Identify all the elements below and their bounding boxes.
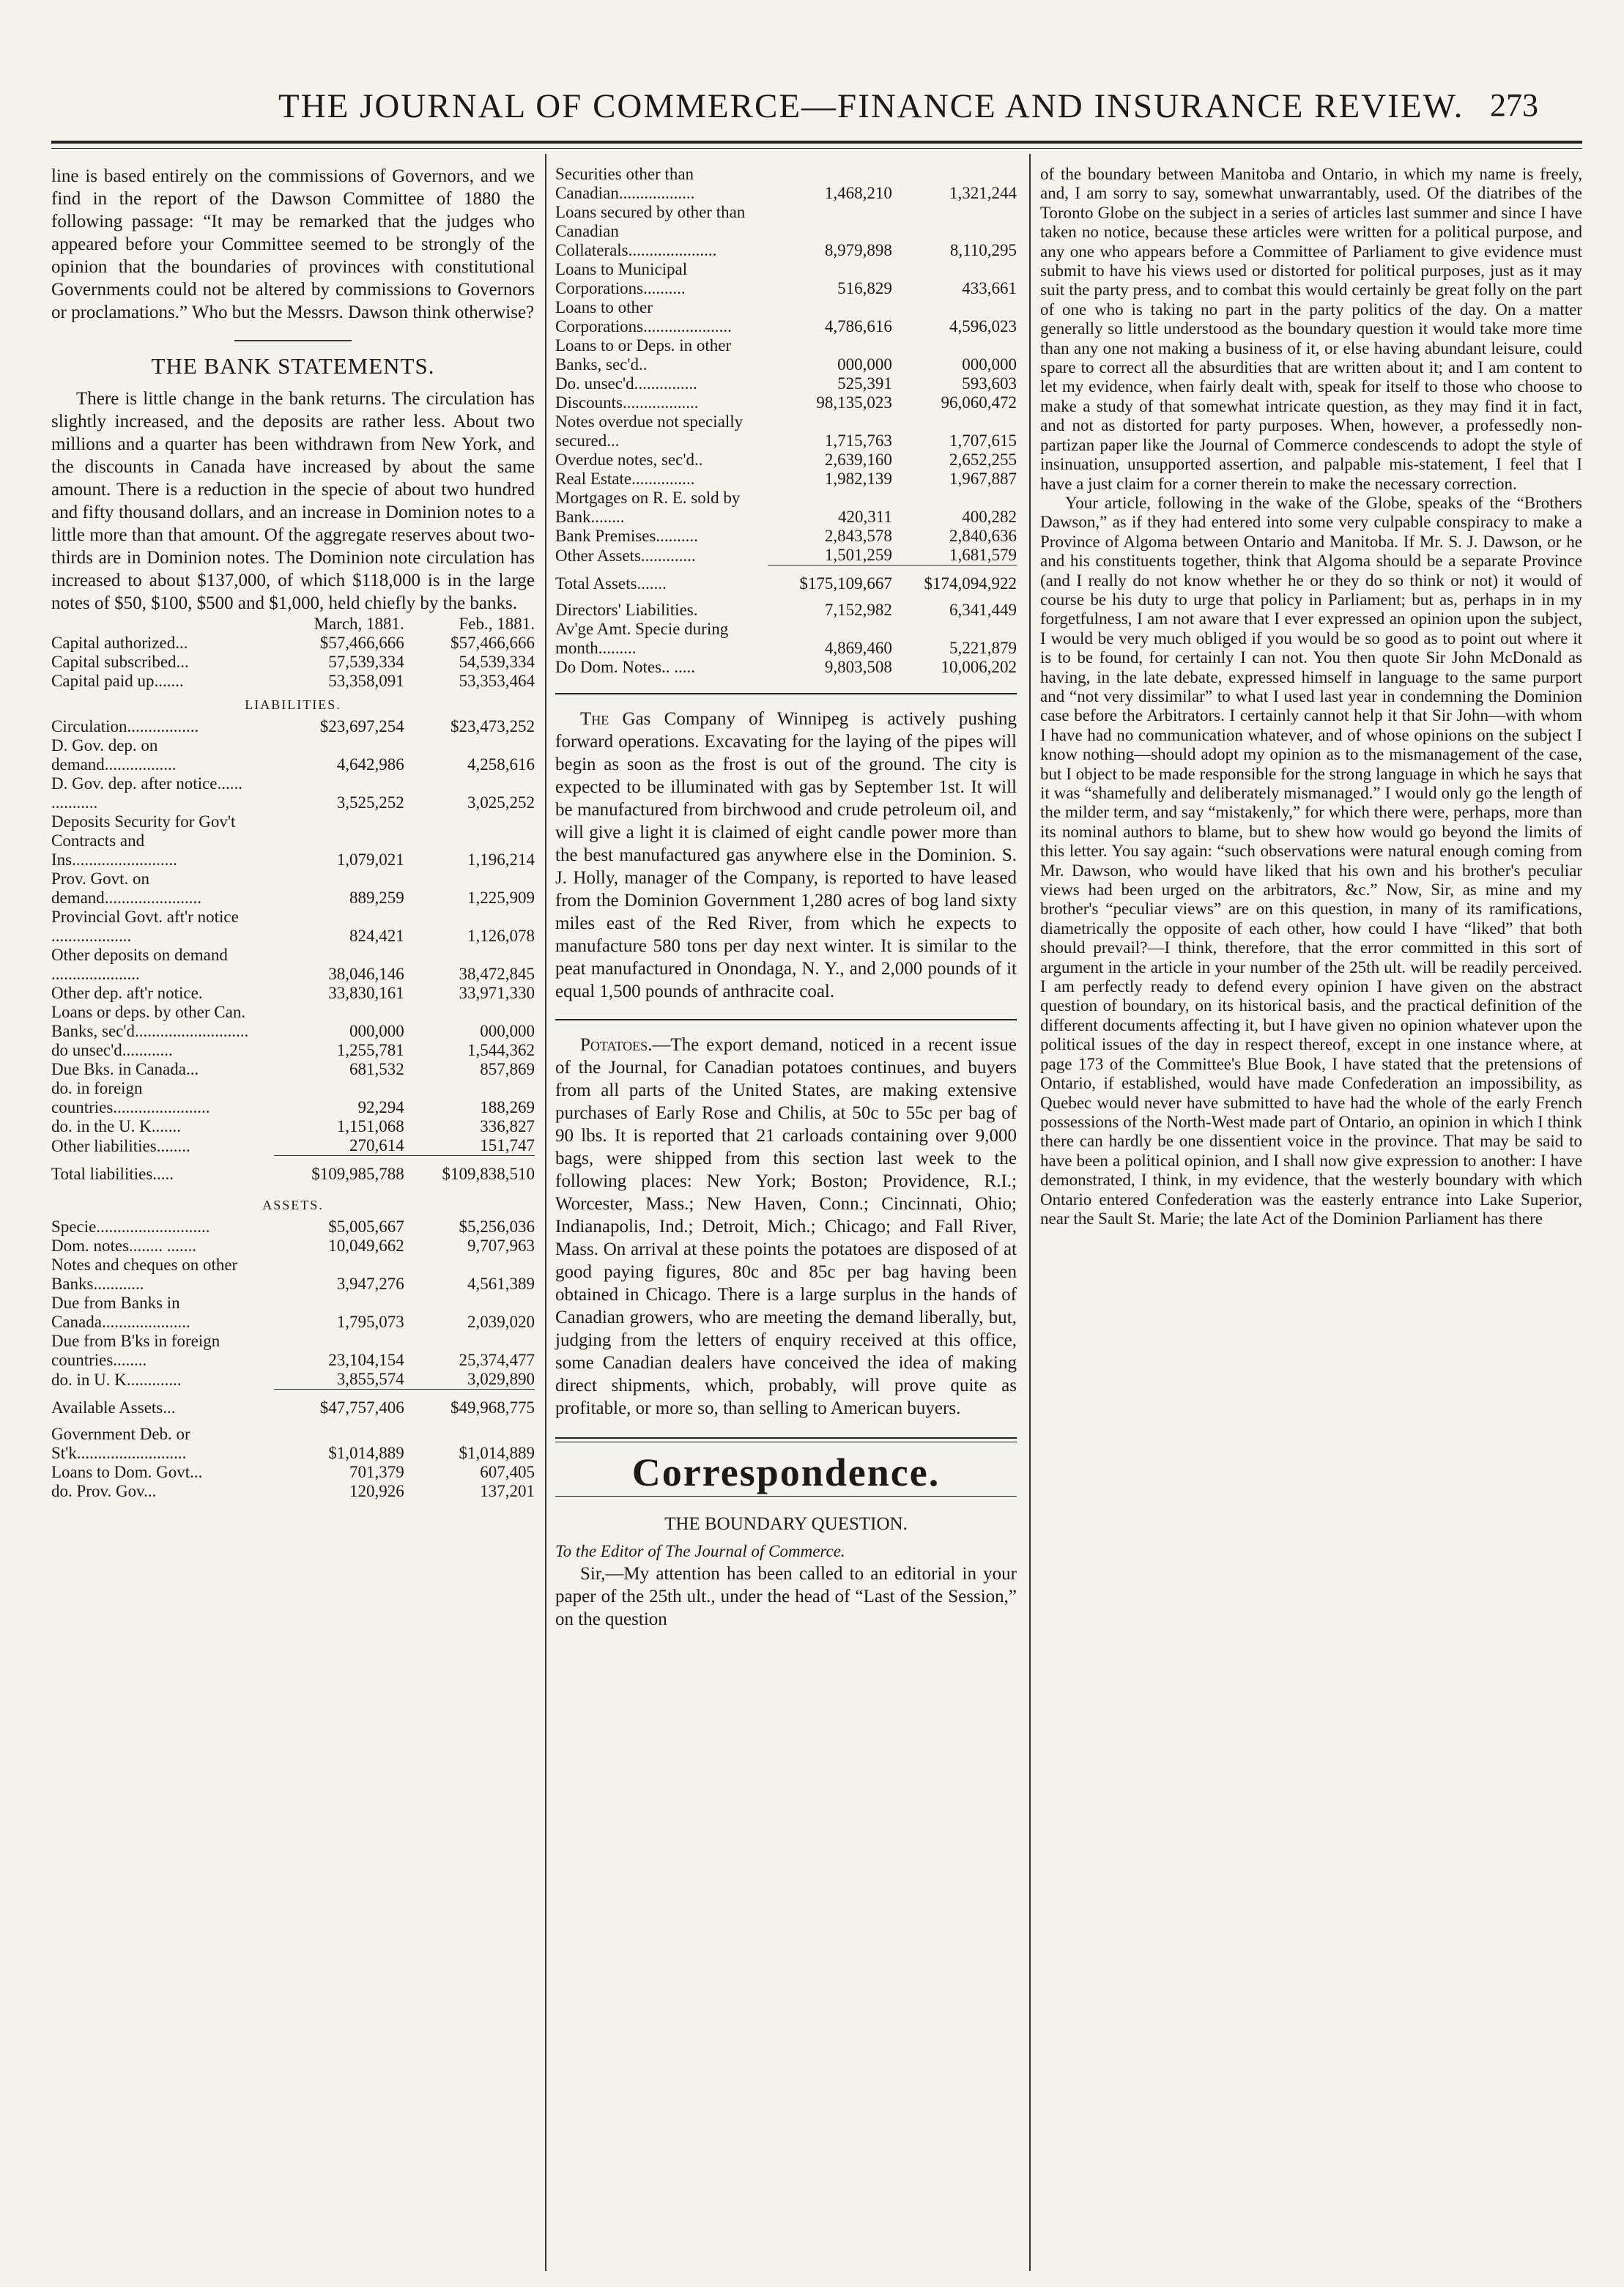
table-cell: do. Prov. Gov... — [51, 1482, 157, 1500]
potatoes-lead: Potatoes. — [580, 1035, 653, 1055]
table-header-cell: March, 1881. — [314, 615, 404, 633]
table-cell: Loans to Municipal Corporations.......... — [555, 260, 688, 297]
table-cell: 4,596,023 — [949, 317, 1017, 336]
table-cell: $23,697,254 — [319, 717, 404, 735]
bank-statements-paragraph: There is little change in the bank returns. The circulation has slightly increased, and the deposits are rather less. About two millions and a quarter has been withdrawn from New York, and the discounts in Canada have increased by about the same amount. There is a reduction in the specie of about two hundred and fifty thousand dollars, and an increase in Dominion notes to a little more than that amount. Of the aggregate reserves about two-thirds are in Dominion notes. The Dominion note circulation has increased to about $137,000, of which $118,000 is in the large notes of $50, $100, $500 and $1,000, held chiefly by the banks. — [51, 389, 535, 613]
table-cell: Notes and cheques on other Banks............ — [51, 1256, 238, 1293]
table-cell: Specie........................... — [51, 1217, 210, 1236]
table-cell: $49,968,775 — [404, 1390, 535, 1426]
bank-statement-table — [51, 615, 535, 1501]
boundary-question-heading: THE BOUNDARY QUESTION. — [664, 1514, 908, 1534]
table-cell: Discounts.................. — [555, 393, 699, 412]
table-cell: Available Assets... — [51, 1398, 176, 1417]
table-cell: 7,152,982 — [824, 601, 892, 619]
table-cell: Due from Banks in Canada..................... — [51, 1294, 190, 1331]
table-row — [51, 870, 535, 908]
table-cell: 1,715,763 — [824, 431, 892, 450]
assets-continued-rows — [555, 165, 1017, 566]
table-row — [555, 546, 1017, 566]
table-row — [51, 1041, 535, 1060]
table-cell: 1,795,073 — [336, 1313, 404, 1331]
table-cell: 2,652,255 — [949, 451, 1017, 469]
table-row — [555, 527, 1017, 546]
table-cell: 10,049,662 — [328, 1237, 404, 1255]
column-rule-1 — [545, 154, 546, 2271]
table-cell: Other deposits on demand ..................... — [51, 946, 228, 983]
table-cell: 9,803,508 — [824, 658, 892, 676]
table-cell: 000,000 — [480, 1022, 535, 1040]
table-row — [51, 908, 535, 946]
bank-statements-heading: THE BANK STATEMENTS. — [151, 353, 435, 379]
total-assets-row — [555, 566, 1017, 601]
column-1 — [51, 165, 535, 1501]
table-row — [51, 736, 535, 774]
table-cell: Capital paid up....... — [51, 672, 184, 690]
table-cell: Notes overdue not specially secured... — [555, 412, 744, 450]
table-row — [51, 672, 535, 691]
table-cell: Deposits Security for Gov't Contracts and Ins......................... — [51, 812, 236, 869]
gas-text: Gas Company of Winnipeg is actively pushing forward operations. Excavating for the laying of the pipes will begin as soon as the frost is out of the ground. The city is expected to be illuminated with gas by September 1st. It will be manufactured from birchwood and crude petroleum oil, and will give a light it is claimed of eight candle power more than the best manufactured gas anywhere else in the Dominion. S. J. Holly, manager of the Company, is reported to have leased from the Dominion Government 1,280 acres of bog land sixty miles east of the Red River, from which he expects to manufacture 580 tons per day next winter. It is similar to the peat manufactured in Onondaga, N. Y., and 2,000 pounds of it equal 1,500 pounds of anthracite coal. — [555, 709, 1017, 1001]
table-cell: $109,838,510 — [404, 1156, 535, 1192]
table-cell: 98,135,023 — [816, 393, 892, 412]
table-row — [555, 374, 1017, 393]
table-row — [51, 984, 535, 1003]
table-cell: 3,525,252 — [336, 793, 404, 812]
table-row — [51, 1217, 535, 1237]
table-cell: 1,967,887 — [949, 470, 1017, 488]
table-cell: 4,561,389 — [467, 1275, 535, 1293]
letter-paragraph-2: Your article, following in the wake of the Globe, speaks of the “Brothers Dawson,” as if they had entered into some very culpable conspiracy to make a Province of Algoma between Ontario and Manitoba. If Mr. S. J. Dawson, or he and his constituents together, think that Algoma should be a separate Province (and I really do not know whether he or they do so think or not) it would of course be his duty to urge that policy in Parliament; but as, perhaps in in my forgetfulness, I am not aware that I ever expressed an opinion upon the subject, I would be very much obliged if you would be so good as to point out where it is to be found, for certainly I can not. You then quote Sir John McDonald as having, in the late debate, expressed himself in language to the same purport and “not very dissimilar” to what I used last year in condemning the Dominion case before the Arbitrators. I certainly cannot help it that Sir John—with whom I have had no communication whatever, and of whose opinions on the subject I know nothing—should adopt my opinion as to the mismanagement of the case, but I object to be made responsible for the strong language in which he says that it was “shamefully and deliberately mismanaged.” I would only go the length of the milder term, and say “mistakenly,” for which there were, perhaps, more than its nominal authors to blame, but to shew how would go beyond the limits of this letter. You say again: “such observations were natural enough coming from Mr. Dawson, who would have liked that his own and his brother's peculiar views had been urged on the arbitrators, &c.” Now, Sir, as mine and my brother's “peculiar views” are on this question, in many of its ramifications, diametrically the opposite of each other, how could I have “liked” that both should prevail?—I think, therefore, that the error committed in this sort of argument in the article in your number of the 25th ult. will be readily perceived. I am perfectly ready to defend every opinion I have given on the abstract question of boundary, on its historical basis, and the practical definition of the different documents affecting it, but I have given no opinion whatever upon the political issues of the day in respect thereof, except in one instance where, at page 173 of the Committee's Blue Book, I have stated that the pretensions of Ontario, if established, would have made Confederation an impossibility, as Quebec would never have submitted to have had the whole of the early French possessions of the North-West made part of Ontario, an opinion in which I think there can hardly be one dissentient voice in the province. That may be said to have been a political opinion, and I shall now give expression to another: I have demonstrated, I think, in my evidence, that the westerly boundary with which Ontario entered Confederation was the easterly entrance into Lake Superior, near the Sault St. Marie; the late Act of the Dominion Parliament has there — [1040, 493, 1582, 1228]
table-row — [51, 634, 535, 653]
header-rule-thin — [51, 148, 1582, 149]
table-cell: 92,294 — [357, 1098, 404, 1116]
table-row — [51, 1003, 535, 1041]
table-row — [51, 946, 535, 984]
correspondence-rule-bottom — [555, 1496, 1017, 1497]
table-cell: 336,827 — [480, 1117, 535, 1135]
table-cell: Mortgages on R. E. sold by Bank........ — [555, 489, 741, 526]
table-cell: 2,039,020 — [467, 1313, 535, 1331]
table-cell: 188,269 — [480, 1098, 535, 1116]
table-cell: 701,379 — [349, 1463, 404, 1481]
table-cell: 3,947,276 — [336, 1275, 404, 1293]
table-cell: Loans to other Corporations..................... — [555, 298, 732, 336]
table-cell: 1,501,259 — [824, 546, 892, 564]
table-cell: 4,258,616 — [467, 755, 535, 774]
table-cell: 54,539,334 — [459, 653, 535, 671]
table-cell: 137,201 — [480, 1482, 535, 1500]
table-row — [51, 653, 535, 672]
table-cell: Total Assets....... — [555, 574, 667, 593]
gas-company-paragraph — [555, 708, 1017, 1003]
table-cell: 96,060,472 — [941, 393, 1017, 412]
table-row — [555, 298, 1017, 336]
assets-rows — [51, 1217, 535, 1390]
table-cell: 1,151,068 — [336, 1117, 404, 1135]
table-cell: 593,603 — [962, 374, 1017, 393]
table-cell: $1,014,889 — [328, 1444, 404, 1462]
table-row — [51, 1117, 535, 1136]
table-row — [51, 1256, 535, 1294]
table-cell: Overdue notes, sec'd.. — [555, 451, 703, 469]
table-cell: 2,840,636 — [949, 527, 1017, 545]
table-cell: 000,000 — [349, 1022, 404, 1040]
other-items-rows — [555, 601, 1017, 677]
table-row — [51, 1237, 535, 1256]
table-cell: 889,259 — [349, 889, 404, 907]
table-row — [555, 489, 1017, 527]
header-rule-thick — [51, 141, 1582, 144]
total-liabilities-row — [51, 1156, 535, 1192]
table-cell: 857,869 — [480, 1060, 535, 1078]
table-row — [555, 165, 1017, 203]
table-cell: 6,341,449 — [949, 601, 1017, 619]
table-cell: Due Bks. in Canada... — [51, 1060, 199, 1078]
table-row — [51, 1332, 535, 1370]
table-cell: 1,468,210 — [824, 184, 892, 202]
letter-paragraph-1: of the boundary between Manitoba and Ontario, in which my name is freely, and, I am sorry to say, somewhat unwarrantably, used. Of the diatribes of the Toronto Globe on the subject in a series of articles last summer and since I have taken no notice, because these articles were written for a political purpose, and any one who appears before a Committee of Parliament to give evidence must submit to have his views used or distorted for political purposes, just as it may suit the party press, and to combat this would certainly be great folly on the part of one who is taking no part in the party politics of the day. On a matter generally so little understood as the boundary question it would take more time than any one not making a business of it, or else having abundant leisure, could spare to correct all the absurdities that are written about it; and I am content to let my evidence, when fairly dealt with, speak for itself to those who choose to make a study of that somewhat intricate question, as they may find it in fact, and not as distorted for party purposes. When, however, a professedly non-partizan paper like the Journal of Commerce condescends to adopt the style of insinuation, unsupported assertion, and palpable mis-statement, I feel that I have a just claim for a corner therein to make the necessary correction. — [1040, 165, 1582, 493]
assets-label: ASSETS. — [262, 1198, 324, 1212]
table-cell: 607,405 — [480, 1463, 535, 1481]
table-row — [51, 1136, 535, 1156]
table-header-row — [51, 615, 535, 634]
table-row — [555, 412, 1017, 451]
correspondence-rule-top — [555, 1437, 1017, 1439]
table-cell: Av'ge Amt. Specie during month......... — [555, 620, 729, 657]
table-cell: Other Assets............. — [555, 546, 696, 565]
column-3 — [1040, 165, 1582, 1228]
table-row — [51, 1425, 535, 1463]
bank-statement-table-continued — [555, 165, 1017, 677]
correspondence-title: Correspondence. — [631, 1450, 941, 1494]
table-row — [51, 1060, 535, 1079]
table-cell: 38,472,845 — [459, 965, 535, 983]
section-divider — [555, 693, 1017, 694]
table-cell: 1,982,139 — [824, 470, 892, 488]
table-cell: $23,473,252 — [451, 717, 535, 735]
table-row — [555, 203, 1017, 260]
column-2 — [555, 165, 1017, 1631]
table-cell: 4,786,616 — [824, 317, 892, 336]
table-cell: 1,196,214 — [467, 850, 535, 869]
table-cell: do. in U. K............. — [51, 1370, 182, 1389]
table-cell: $174,094,922 — [892, 566, 1017, 601]
table-header-cell: Feb., 1881. — [459, 615, 535, 633]
table-cell: 53,358,091 — [328, 672, 404, 690]
table-cell: do. in the U. K....... — [51, 1117, 181, 1135]
table-cell: 681,532 — [349, 1060, 404, 1078]
table-cell: 3,855,574 — [336, 1370, 404, 1388]
table-cell: 53,353,464 — [459, 672, 535, 690]
table-cell: 33,830,161 — [328, 984, 404, 1002]
table-cell: $175,109,667 — [768, 566, 892, 601]
table-cell: Total liabilities..... — [51, 1165, 174, 1183]
table-cell: Dom. notes........ ....... — [51, 1237, 197, 1255]
table-cell: Capital subscribed... — [51, 653, 189, 671]
table-cell: Prov. Govt. on demand....................... — [51, 870, 202, 907]
table-cell: 10,006,202 — [941, 658, 1017, 676]
table-cell: Loans to Dom. Govt... — [51, 1463, 203, 1481]
table-cell: $1,014,889 — [459, 1444, 535, 1462]
table-cell: 38,046,146 — [328, 965, 404, 983]
table-cell: Due from B'ks in foreign countries........ — [51, 1332, 220, 1369]
table-row — [555, 658, 1017, 677]
table-cell: 1,225,909 — [467, 889, 535, 907]
journal-title: THE JOURNAL OF COMMERCE—FINANCE AND INSURANCE REVIEW. — [278, 87, 1464, 125]
table-cell: 1,079,021 — [336, 850, 404, 869]
table-cell: 1,681,579 — [949, 546, 1017, 564]
potatoes-text: —The export demand, noticed in a recent issue of the Journal, for Canadian potatoes continues, and buyers from all parts of the United States, are making extensive purchases of Early Rose and Chilis, at 50c to 55c per bag of 90 lbs. It is reported that 21 carloads containing over 9,000 bags, were shipped from this section last week to the following places: New York; Boston; Providence, R.I.; Worcester, Mass.; New Haven, Conn.; Cincinnati, Ohio; Indianapolis, Ind.; Detroit, Mich.; Chicago; and Fall River, Mass. On arrival at these points the potatoes are disposed of at good paying figures, 80c and 85c per bag having been obtained in Chicago. There is a large surplus in the hands of Canadian growers, who are meeting the demand liberally, but, judging from the letters of enquiry received at this office, some Canadian dealers have conceived the idea of making direct shipments, which, probably, will prove quite as profitable, or more so, than selling to American buyers. — [555, 1035, 1017, 1418]
table-cell: 1,544,362 — [467, 1041, 535, 1059]
table-cell: Provincial Govt. aft'r notice ................... — [51, 908, 239, 945]
table-cell: 2,843,578 — [824, 527, 892, 545]
table-cell: $57,466,666 — [319, 634, 404, 652]
table-cell: 270,614 — [349, 1136, 404, 1154]
table-cell: $109,985,788 — [274, 1156, 404, 1192]
table-row — [51, 1294, 535, 1332]
table-cell: Loans to or Deps. in other Banks, sec'd.. — [555, 336, 732, 374]
table-row — [51, 717, 535, 736]
table-cell: 4,869,460 — [824, 639, 892, 657]
page-number: 273 — [1490, 87, 1538, 123]
table-cell: Loans or deps. by other Can. Banks, sec'd........................... — [51, 1003, 249, 1040]
liabilities-rows — [51, 717, 535, 1156]
table-cell: Directors' Liabilities. — [555, 601, 698, 619]
table-cell: 1,255,781 — [336, 1041, 404, 1059]
section-divider — [555, 1019, 1017, 1020]
table-header-cell — [51, 615, 274, 634]
table-row — [555, 260, 1017, 298]
table-cell: Capital authorized... — [51, 634, 188, 652]
letter-opening: Sir,—My attention has been called to an editorial in your paper of the 25th ult., under the head of “Last of the Session,” on the question — [555, 1564, 1017, 1629]
table-cell: $57,466,666 — [451, 634, 535, 652]
table-cell: 25,374,477 — [459, 1351, 535, 1369]
table-cell: $5,256,036 — [459, 1217, 535, 1236]
table-cell: 23,104,154 — [328, 1351, 404, 1369]
table-cell: D. Gov. dep. after notice...... ........... — [51, 774, 243, 812]
table-cell: 420,311 — [837, 508, 892, 526]
table-cell: 433,661 — [962, 279, 1017, 297]
table-cell: 4,642,986 — [336, 755, 404, 774]
table-cell: 3,025,252 — [467, 793, 535, 812]
table-cell: 1,707,615 — [949, 431, 1017, 450]
table-cell: 8,979,898 — [824, 241, 892, 259]
table-cell: 8,110,295 — [949, 241, 1017, 259]
table-cell: 3,029,890 — [467, 1370, 535, 1388]
table-cell: Other dep. aft'r notice. — [51, 984, 203, 1002]
table-cell: 9,707,963 — [467, 1237, 535, 1255]
table-cell: do. in foreign countries....................... — [51, 1079, 210, 1116]
column-rule-2 — [1029, 154, 1031, 2271]
table-cell: 525,391 — [837, 374, 892, 393]
table-row — [555, 470, 1017, 489]
table-row — [51, 812, 535, 870]
table-cell: Loans secured by other than Canadian Collaterals..................... — [555, 203, 746, 259]
table-cell: Bank Premises.......... — [555, 527, 698, 545]
page-header — [51, 86, 1582, 130]
table-cell: Do. unsec'd............... — [555, 374, 697, 393]
potatoes-paragraph — [555, 1034, 1017, 1420]
table-cell: $5,005,667 — [328, 1217, 404, 1236]
table-cell: 57,539,334 — [328, 653, 404, 671]
table-cell: Government Deb. or St'k.......................... — [51, 1425, 190, 1462]
table-cell: Other liabilities........ — [51, 1136, 190, 1155]
available-assets-row — [51, 1390, 535, 1426]
table-row — [555, 393, 1017, 412]
table-row — [555, 336, 1017, 374]
table-cell: 516,829 — [837, 279, 892, 297]
liabilities-label: LIABILITIES. — [245, 697, 341, 712]
table-cell: 5,221,879 — [949, 639, 1017, 657]
more-assets-rows — [51, 1425, 535, 1501]
table-row — [51, 1079, 535, 1117]
gas-lead: The — [580, 709, 609, 729]
capital-rows — [51, 634, 535, 691]
table-row — [51, 1482, 535, 1501]
table-cell: 151,747 — [480, 1136, 535, 1154]
table-row — [51, 1463, 535, 1482]
table-row — [51, 774, 535, 812]
table-cell: Real Estate............... — [555, 470, 695, 488]
table-row — [555, 620, 1017, 658]
table-row — [555, 451, 1017, 470]
table-row — [51, 1370, 535, 1390]
table-cell: 824,421 — [349, 927, 404, 945]
table-cell: D. Gov. dep. on demand................. — [51, 736, 177, 774]
table-cell: Do Dom. Notes.. ..... — [555, 658, 696, 676]
intro-paragraph: line is based entirely on the commissions of Governors, and we find in the report of the Dawson Committee of 1880 the following passage: “It may be remarked that the judges who appeared before your Committee seemed to be strongly of the opinion that the boundaries of provinces with constitutional Governments could not be altered by commissions to Governors or proclamations.” Who but the Messrs. Dawson think otherwise? — [51, 166, 535, 322]
table-cell: Securities other than Canadian.................. — [555, 165, 695, 202]
table-row — [555, 601, 1017, 620]
table-cell: Circulation................. — [51, 717, 199, 735]
table-cell: 000,000 — [962, 355, 1017, 374]
letter-address: To the Editor of The Journal of Commerce. — [555, 1542, 845, 1560]
table-cell: 000,000 — [837, 355, 892, 374]
table-cell: do unsec'd............ — [51, 1041, 173, 1059]
table-cell: 1,126,078 — [467, 927, 535, 945]
table-cell: 2,639,160 — [824, 451, 892, 469]
table-cell: 1,321,244 — [949, 184, 1017, 202]
table-cell: $47,757,406 — [274, 1390, 404, 1426]
table-cell: 400,282 — [962, 508, 1017, 526]
table-cell: 120,926 — [349, 1482, 404, 1500]
section-divider — [234, 340, 352, 341]
table-cell: 33,971,330 — [459, 984, 535, 1002]
